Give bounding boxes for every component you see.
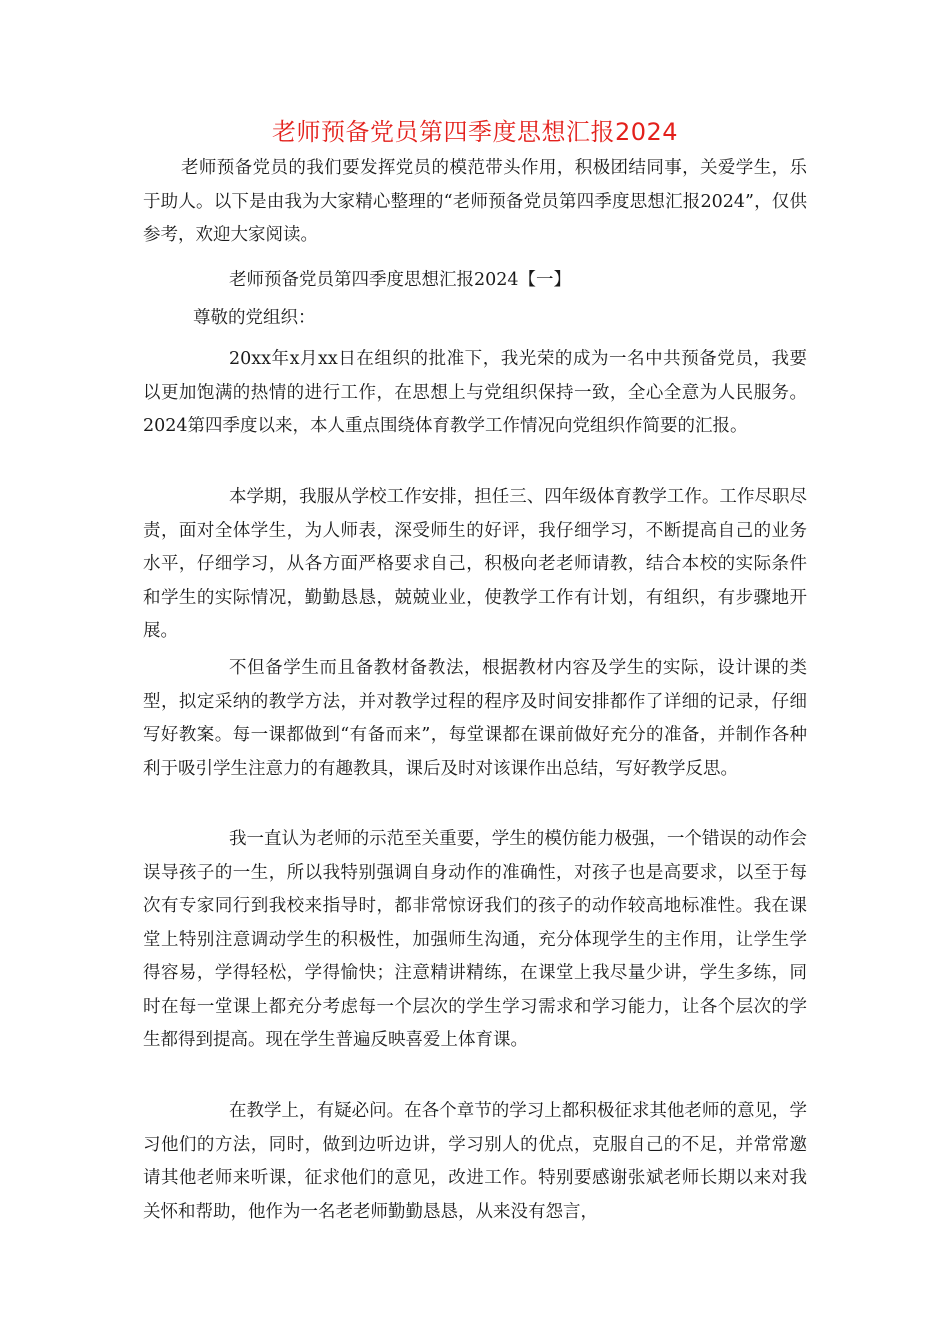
body-paragraph-5: 在教学上，有疑必问。在各个章节的学习上都积极征求其他老师的意见，学习他们的方法，同时，做到边听边讲，学习别人的优点，克服自己的不足，并常常邀请其他老师来听课，征求他们的意见，改进工作。特别要感谢张斌老师长期以来对我关怀和帮助，他作为一名老老师勤勤恳恳，从来没有怨言， <box>143 1101 807 1222</box>
body-paragraph-4: 我一直认为老师的示范至关重要，学生的模仿能力极强，一个错误的动作会误导孩子的一生，所以我特别强调自身动作的准确性，对孩子也是高要求，以至于每次有专家同行到我校来指导时，都非常惊讶我们的孩子的动作较高地标准性。我在课堂上特别注意调动学生的积极性，加强师生沟通，充分体现学生的主作用，让学生学得容易，学得轻松，学得愉快；注意精讲精练，在课堂上我尽量少讲，学生多练，同时在每一堂课上都充分考虑每一个层次的学生学习需求和学习能力，让各个层次的学生都得到提高。现在学生普遍反映喜爱上体育课。 <box>143 829 807 1050</box>
section-heading: 老师预备党员第四季度思想汇报2024【一】 <box>229 270 572 290</box>
salutation: 尊敬的党组织： <box>193 308 316 328</box>
body-paragraph-3: 不但备学生而且备教材备教法，根据教材内容及学生的实际，设计课的类型，拟定采纳的教学方法，并对教学过程的程序及时间安排都作了详细的记录，仔细写好教案。每一课都做到“有备而来”，每堂课都在课前做好充分的准备，并制作各种利于吸引学生注意力的有趣教具，课后及时对该课作出总结，写好教学反思。 <box>143 658 807 779</box>
document-title: 老师预备党员第四季度思想汇报2024 <box>271 118 679 146</box>
intro-paragraph: 老师预备党员的我们要发挥党员的模范带头作用，积极团结同事，关爱学生，乐于助人。以下是由我为大家精心整理的“老师预备党员第四季度思想汇报2024”，仅供参考，欢迎大家阅读。 <box>143 158 807 245</box>
body-paragraph-1: 20xx年x月xx日在组织的批准下，我光荣的成为一名中共预备党员，我要以更加饱满的热情的进行工作，在思想上与党组织保持一致，全心全意为人民服务。2024第四季度以来，本人重点围绕体育教学工作情况向党组织作简要的汇报。 <box>143 349 807 436</box>
body-paragraph-2: 本学期，我服从学校工作安排，担任三、四年级体育教学工作。工作尽职尽责，面对全体学生，为人师表，深受师生的好评，我仔细学习，不断提高自己的业务水平，仔细学习，从各方面严格要求自己，积极向老老师请教，结合本校的实际条件和学生的实际情况，勤勤恳恳，兢兢业业，使教学工作有计划，有组织，有步骤地开展。 <box>143 487 807 641</box>
